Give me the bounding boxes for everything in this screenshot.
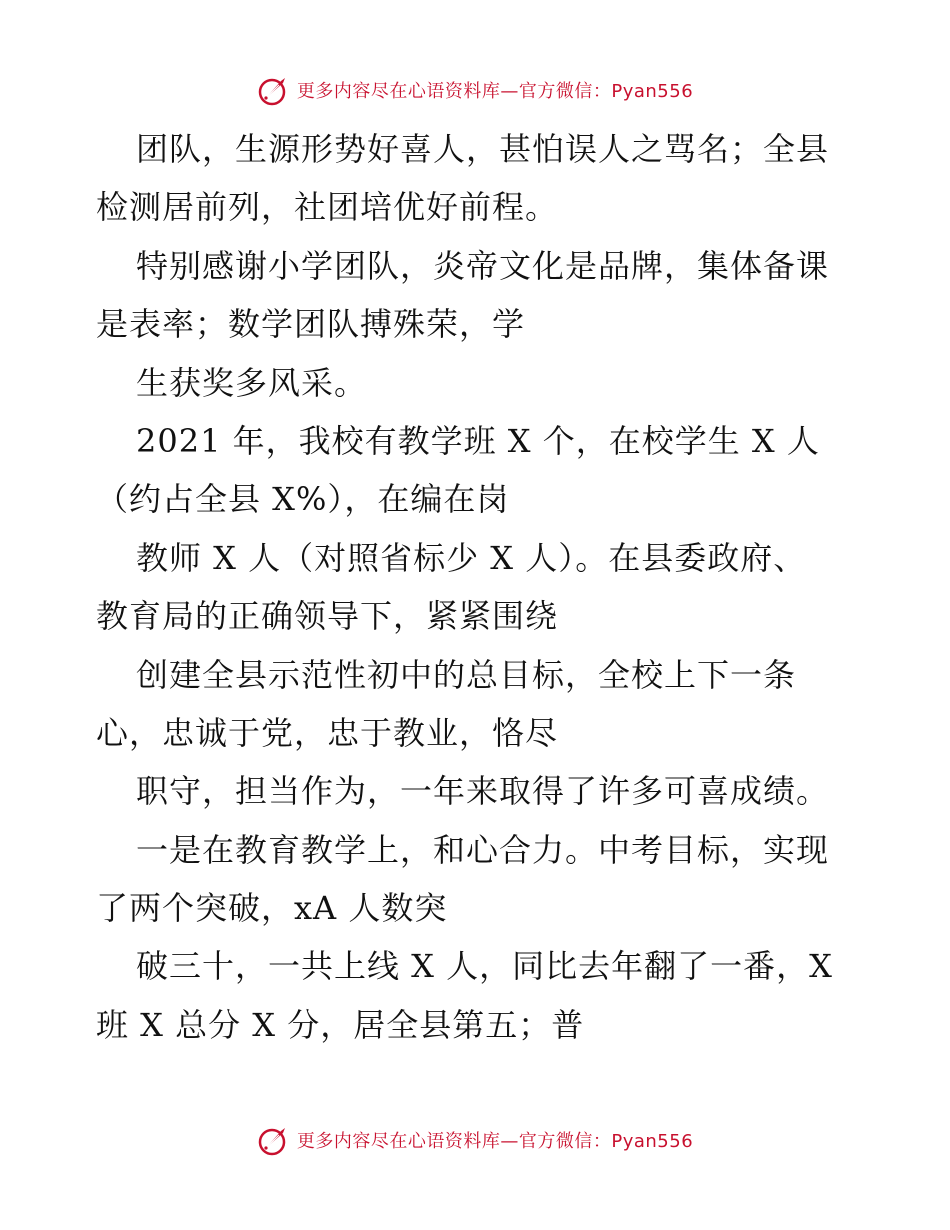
body-line: 检测居前列，社团培优好前程。: [96, 188, 559, 227]
body-line: 班 X 总分 X 分，居全县第五；普: [96, 1005, 585, 1044]
banner-site-name: 更多内容尽在心语资料库: [296, 81, 501, 102]
body-line: 一是在教育教学上，和心合力。中考目标，实现: [136, 830, 830, 869]
body-line: 生获奖多风采。: [136, 363, 368, 402]
banner-dash: —: [500, 81, 519, 102]
body-line: 教师 X 人（对照省标少 X 人）。在县委政府、: [136, 538, 807, 577]
document-body: [96, 120, 876, 1054]
body-line: 2021 年，我校有教学班 X 个，在校学生 X 人: [136, 421, 820, 460]
banner-wechat-label: 官方微信：: [518, 1131, 612, 1152]
body-line: 了两个突破，xA 人数突: [96, 889, 448, 928]
body-line: 教育局的正确领导下，紧紧围绕: [96, 597, 559, 636]
banner-site-name: 更多内容尽在心语资料库: [296, 1131, 501, 1152]
banner-dash: —: [500, 1131, 519, 1152]
banner-wechat-id: Pyan556: [611, 1131, 694, 1152]
quill-pen-logo-icon: [257, 1123, 291, 1157]
body-line: 是表率；数学团队搏殊荣，学: [96, 305, 526, 344]
body-line: 职守，担当作为，一年来取得了许多可喜成绩。: [136, 772, 830, 811]
footer-watermark-banner: [0, 1120, 950, 1160]
body-line: （约占全县 X%），在编在岗: [96, 480, 510, 519]
body-line: 创建全县示范性初中的总目标，全校上下一条: [136, 655, 797, 694]
body-line: 特别感谢小学团队，炎帝文化是品牌，集体备课: [136, 246, 830, 285]
banner-wechat-id: Pyan556: [611, 81, 694, 102]
body-line: 心，忠诚于党，忠于教业，恪尽: [96, 713, 559, 752]
banner-wechat-label: 官方微信：: [518, 81, 612, 102]
body-line: 团队，生源形势好喜人，甚怕误人之骂名；全县: [136, 130, 830, 168]
quill-pen-logo-icon: [257, 73, 291, 107]
body-line: 破三十，一共上线 X 人，同比去年翻了一番，X: [136, 947, 833, 986]
header-watermark-banner: [0, 70, 950, 110]
